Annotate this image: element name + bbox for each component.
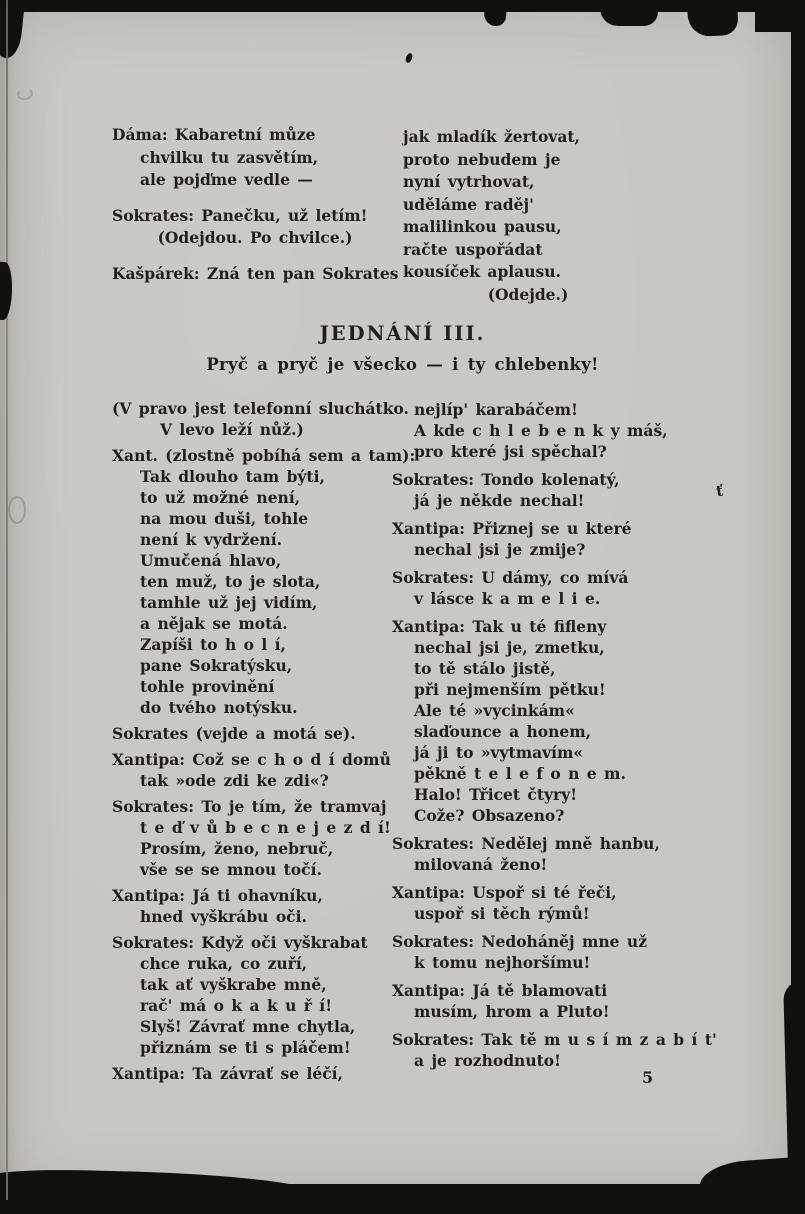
text-line: (V pravo jest telefonní sluchátko. (112, 399, 409, 418)
text-line: Xant. (zlostně pobíhá sem a tam): (112, 446, 416, 465)
speech-block (112, 124, 398, 192)
text-line: uspoř si těch rýmů! (414, 904, 590, 923)
ink-ring-mark (8, 496, 26, 524)
text-line: A kde c h l e b e n k y máš, (414, 421, 668, 440)
speech-block (112, 723, 398, 744)
text-line: ale pojďme vedle — (140, 170, 313, 189)
text-line: přiznám se ti s pláčem! (140, 1038, 351, 1057)
text-line: Umučená hlavo, (140, 551, 282, 570)
text-line: malilinkou pausu, (403, 217, 562, 236)
text-line: není k vydržení. (140, 530, 283, 549)
text-line: chce ruka, co zuří, (140, 954, 308, 973)
text-line: Xantipa: Ta závrať se léčí, (112, 1064, 343, 1083)
text-line: pane Sokratýsku, (140, 656, 293, 675)
scan-edge-top (0, 0, 805, 12)
text-line: (Odejdou. Po chvilce.) (157, 228, 353, 247)
speech-block (392, 616, 732, 826)
text-line: rač' má o k a k u ř í! (140, 996, 332, 1015)
speech-block (112, 445, 416, 718)
prologue-column-left (112, 124, 398, 298)
text-line: uděláme raděj' (403, 194, 534, 214)
text-line: Xantipa: Uspoř si té řeči, (392, 883, 617, 902)
page-number: 5 (642, 1068, 654, 1087)
text-line: nejlíp' karabáčem! (414, 400, 578, 419)
body-column-right (392, 399, 732, 1078)
text-line: a nějak se motá. (140, 614, 288, 633)
speech-block (392, 931, 732, 973)
text-line: já ji to »vytmavím« (414, 743, 584, 762)
text-line: já je někde nechal! (414, 491, 585, 510)
text-line: Sokrates: U dámy, co mívá (392, 568, 629, 587)
speech-block (112, 205, 398, 250)
text-line: to tě stálo jistě, (414, 659, 556, 678)
stray-ink-glyph: ť (714, 481, 725, 501)
text-line: tohle provinění (140, 677, 275, 696)
prologue-column-right (403, 126, 653, 319)
speech-block (392, 399, 732, 462)
text-line: jak mladík žertovat, (403, 127, 580, 146)
text-line: nyní vytrhovat, (403, 172, 535, 191)
text-line: a je rozhodnuto! (414, 1051, 561, 1070)
text-line: pěkně t e l e f o n e m. (414, 764, 626, 783)
text-line: Sokrates: Tondo kolenatý, (392, 470, 620, 489)
text-line: Sokrates: Tak tě m u s í m z a b í t' (392, 1030, 717, 1049)
text-line: Xantipa: Tak u té fifleny (392, 617, 607, 636)
speech-block (403, 126, 653, 306)
speech-block (112, 885, 398, 927)
text-line: na mou duši, tohle (140, 509, 309, 528)
speech-block (112, 398, 409, 440)
text-line: kousíček aplausu. (403, 262, 561, 281)
text-line: Sokrates (vejde a motá se). (112, 724, 356, 743)
text-line: nechal jsi je zmije? (414, 540, 586, 559)
text-line: Xantipa: Já ti ohavníku, (112, 886, 323, 905)
text-line: račte uspořádat (403, 239, 543, 259)
text-line: musím, hrom a Pluto! (414, 1002, 610, 1021)
text-line: V levo leží nůž.) (160, 420, 304, 439)
text-line: to už možné není, (140, 488, 301, 507)
text-line: k tomu nejhoršímu! (414, 953, 591, 972)
text-line: slaďounce a honem, (414, 722, 592, 741)
text-line: vše se se mnou točí. (140, 860, 322, 879)
text-line: Tak dlouho tam býti, (140, 467, 325, 486)
text-line: Sokrates: Nedoháněj mne už (392, 932, 647, 951)
speech-block (112, 263, 398, 286)
text-line: tak »ode zdi ke zdi«? (140, 771, 329, 790)
text-line: Halo! Třicet čtyry! (414, 785, 578, 804)
speech-block (112, 749, 398, 791)
speech-block (112, 932, 398, 1058)
text-line: Sokrates: Když oči vyškrabat (112, 933, 368, 952)
text-line: Xantipa: Já tě blamovati (392, 981, 608, 1000)
text-line: Xantipa: Což se c h o d í domů (112, 750, 391, 769)
text-line: Xantipa: Přiznej se u které (392, 519, 632, 538)
text-line: Prosím, ženo, nebruč, (140, 839, 334, 858)
text-line: Sokrates: Nedělej mně hanbu, (392, 834, 660, 853)
act-heading (0, 322, 805, 374)
text-line: Kašpárek: Zná ten pan Sokrates (112, 263, 399, 283)
binding-crease (6, 0, 8, 1200)
text-line: (Odejde.) (487, 284, 569, 304)
text-line: Zapíši to h o l í, (140, 635, 286, 654)
speech-block (392, 833, 732, 875)
act-subtitle: Pryč a pryč je všecko — i ty chlebenky! (206, 355, 599, 374)
text-line: t e ď v ů b e c n e j e z d í! (140, 818, 391, 837)
speech-block (392, 567, 732, 609)
text-line: chvilku tu zasvětím, (140, 147, 319, 167)
text-line: Dáma: Kabaretní můze (112, 125, 316, 144)
speech-block (392, 469, 732, 511)
text-line: ten muž, to je slota, (140, 572, 321, 591)
text-line: Ale té »vycinkám« (414, 701, 575, 720)
text-line: nechal jsi je, zmetku, (414, 638, 605, 657)
speech-block (112, 796, 398, 880)
text-line: při nejmenším pětku! (414, 680, 606, 699)
text-line: pro které jsi spěchal? (414, 442, 607, 461)
body-column-left (112, 398, 416, 1089)
text-line: Cože? Obsazeno? (414, 806, 565, 825)
text-line: milovaná ženo! (414, 855, 548, 874)
text-line: proto nebudem je (403, 149, 561, 169)
text-line: tamhle už jej vidím, (140, 593, 318, 612)
act-title: JEDNÁNÍ III. (319, 322, 486, 345)
speech-block (392, 980, 732, 1022)
text-line: tak ať vyškrabe mně, (140, 975, 327, 994)
text-line: hned vyškrábu oči. (140, 907, 307, 926)
text-line: v lásce k a m e l i e. (414, 589, 601, 608)
text-line: Sokrates: To je tím, že tramvaj (112, 797, 387, 816)
scan-edge-drip (600, 6, 658, 26)
speech-block (392, 882, 732, 924)
speech-block (392, 1029, 732, 1071)
speech-block (392, 518, 732, 560)
text-line: Sokrates: Panečku, už letím! (112, 205, 368, 225)
text-line: Slyš! Závrať mne chytla, (140, 1017, 356, 1036)
speech-block (112, 1063, 398, 1084)
text-line: do tvého notýsku. (140, 698, 298, 717)
